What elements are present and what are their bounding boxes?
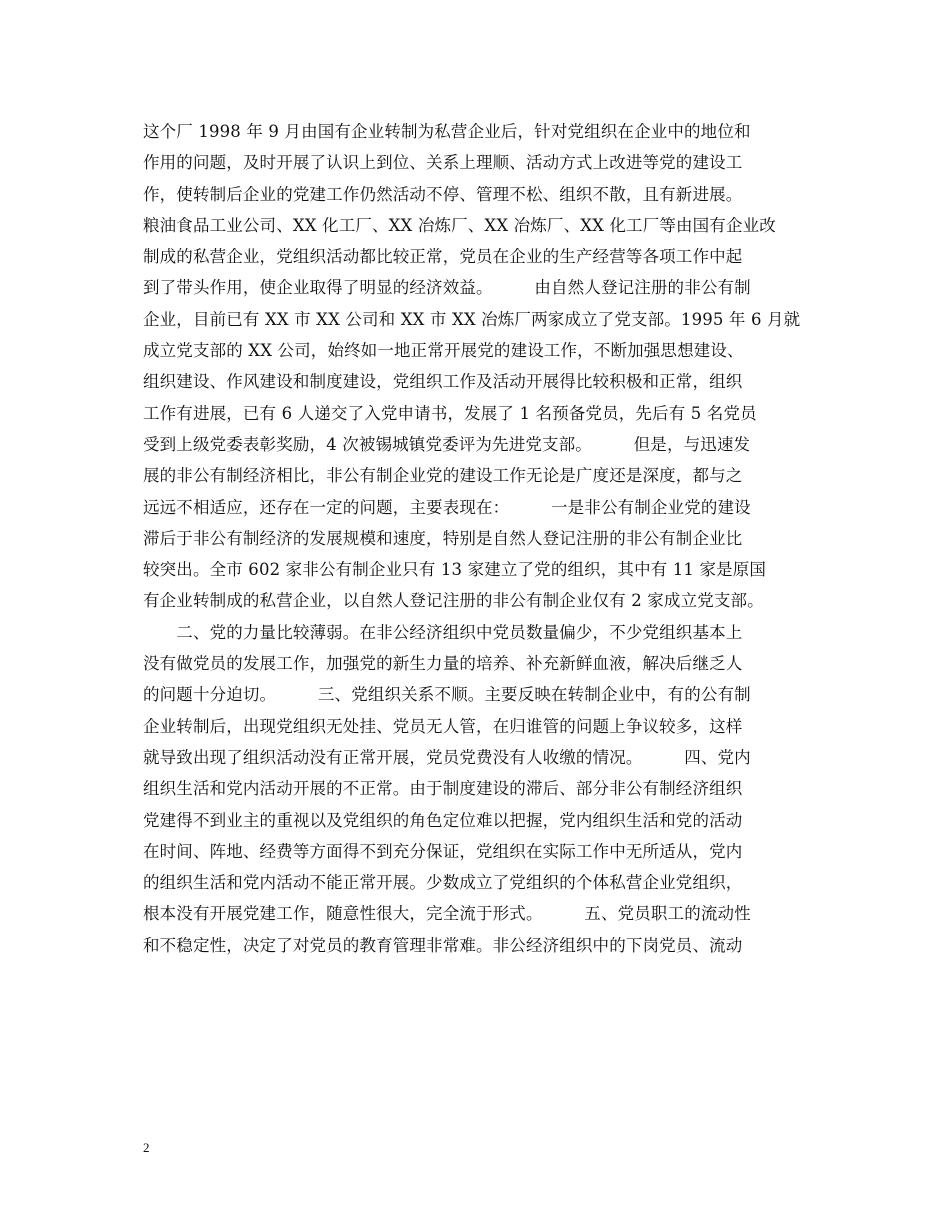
text-line: 组织生活和党内活动开展的不正常。由于制度建设的滞后、部分非公有制经济组织	[143, 779, 743, 799]
text-line: 这个厂 1998 年 9 月由国有企业转制为私营企业后，针对党组织在企业中的地位和	[143, 122, 751, 141]
text-line: 的问题十分迫切。 三、党组织关系不顺。主要反映在转制企业中，有的公有制	[143, 685, 751, 705]
text-line: 在时间、阵地、经费等方面得不到充分保证，党组织在实际工作中无所适从，党内	[143, 841, 743, 861]
text-line: 二、党的力量比较薄弱。在非公经济组织中党员数量偏少，不少党组织基本上	[143, 622, 743, 642]
text-line: 远远不相适应，还存在一定的问题，主要表现在： 一是非公有制企业党的建设	[143, 497, 751, 517]
text-line: 受到上级党委表彰奖励，4 次被锡城镇党委评为先进党支部。 但是，与迅速发	[143, 434, 751, 454]
text-line: 制成的私营企业，党组织活动都比较正常，党员在企业的生产经营等各项工作中起	[143, 247, 743, 267]
text-line: 滞后于非公有制经济的发展规模和速度，特别是自然人登记注册的非公有制企业比	[143, 528, 743, 548]
text-line: 党建得不到业主的重视以及党组织的角色定位难以把握，党内组织生活和党的活动	[143, 810, 743, 830]
text-line: 就导致出现了组织活动没有正常开展，党员党费没有人收缴的情况。 四、党内	[143, 747, 751, 767]
text-line: 工作有进展，已有 6 人递交了入党申请书，发展了 1 名预备党员，先后有 5 名党员	[143, 403, 757, 423]
text-line: 作用的问题，及时开展了认识上到位、关系上理顺、活动方式上改进等党的建设工	[143, 153, 743, 173]
text-line: 企业转制后，出现党组织无处挂、党员无人管，在归谁管的问题上争议较多，这样	[143, 716, 743, 736]
text-line: 根本没有开展党建工作，随意性很大，完全流于形式。 五、党员职工的流动性	[143, 904, 751, 924]
text-line: 粮油食品工业公司、XX 化工厂、XX 冶炼厂、XX 冶炼厂、XX 化工厂等由国有企业改	[143, 215, 776, 235]
text-line: 成立党支部的 XX 公司，始终如一地正常开展党的建设工作，不断加强思想建设、	[143, 341, 744, 361]
text-line: 企业，目前已有 XX 市 XX 公司和 XX 市 XX 冶炼厂两家成立了党支部。1995 年 6 月就	[143, 309, 801, 329]
text-line: 和不稳定性，决定了对党员的教育管理非常难。非公经济组织中的下岗党员、流动	[143, 935, 743, 955]
text-line: 组织建设、作风建设和制度建设，党组织工作及活动开展得比较积极和正常，组织	[143, 372, 743, 392]
text-line: 展的非公有制经济相比，非公有制企业党的建设工作无论是广度还是深度，都与之	[143, 466, 743, 486]
text-line: 的组织生活和党内活动不能正常开展。少数成立了党组织的个体私营企业党组织，	[143, 873, 743, 893]
text-line: 没有做党员的发展工作，加强党的新生力量的培养、补充新鲜血液，解决后继乏人	[143, 654, 743, 674]
text-line: 有企业转制成的私营企业，以自然人登记注册的非公有制企业仅有 2 家成立党支部。	[143, 591, 764, 611]
page-number: 2	[143, 1140, 150, 1155]
text-line: 较突出。全市 602 家非公有制企业只有 13 家建立了党的组织，其中有 11 家是原国	[143, 560, 767, 580]
text-line: 到了带头作用，使企业取得了明显的经济效益。 由自然人登记注册的非公有制	[143, 278, 751, 298]
text-line: 作，使转制后企业的党建工作仍然活动不停、管理不松、组织不散，且有新进展。	[143, 184, 743, 204]
body-text	[143, 116, 823, 961]
